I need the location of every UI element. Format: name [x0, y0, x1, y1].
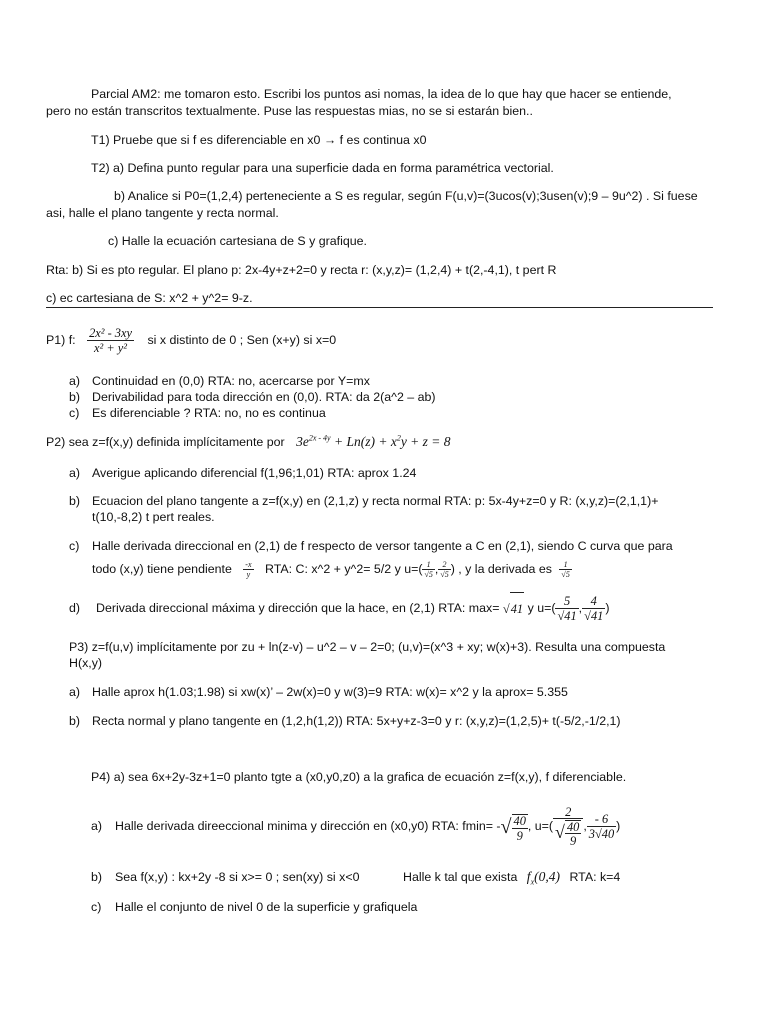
section-divider — [46, 307, 713, 308]
fmin-radicand — [512, 814, 528, 842]
p1-item-c: Es diferenciable ? RTA: no, no es continua — [92, 406, 326, 420]
p3-line-1: P3) z=f(u,v) implícitamente por zu + ln(z-v) – u^2 – v – 2=0; (u,v)=(x^3 + xy; w(x)+3). Resulta una compuesta — [69, 640, 666, 654]
p4-a-text: Halle derivada direeccional minima y dirección en (x0,y0) RTA: fmin= - — [115, 819, 501, 833]
sqrt-sign-icon: √ — [557, 608, 565, 623]
fmin-radicand-denominator: 9 — [512, 828, 528, 842]
d-u2-numerator: 4 — [590, 594, 597, 609]
p4-u1-denominator — [553, 818, 583, 848]
slope-fraction — [243, 561, 253, 579]
p4-a-u-pre: , u=( — [527, 819, 554, 833]
p4-u1-radicand-denominator: 9 — [565, 833, 581, 847]
p2-a-text: Averigue aplicando diferencial f(1,96;1,01) RTA: aprox 1.24 — [92, 466, 417, 480]
p2-eq-post: y + z = 8 — [400, 434, 451, 449]
p4-a-mark: a) — [91, 819, 103, 833]
p4-u1-radicand-numerator: 40 — [566, 820, 580, 835]
t2c-line: c) Halle la ecuación cartesiana de S y grafique. — [108, 234, 367, 248]
p1-fraction — [87, 327, 134, 354]
derivative-fraction — [559, 561, 571, 579]
d-u1-numerator: 5 — [563, 594, 571, 609]
d-u-close: ) — [605, 601, 610, 615]
p2-line — [46, 434, 451, 450]
max-sqrt — [503, 592, 524, 625]
p2-c-line-2 — [92, 558, 572, 580]
p1-item-b: Derivabilidad para toda dirección en (0,0). RTA: da 2(a^2 – ab) — [92, 390, 436, 404]
p1-item-a: Continuidad en (0,0) RTA: no, acercarse por Y=mx — [92, 374, 370, 388]
p4-c-mark: c) — [91, 900, 102, 914]
partial-fx — [526, 869, 560, 887]
p4-u1-numerator: 2 — [565, 804, 572, 819]
p4-b-question: Halle k tal que exista — [403, 870, 518, 884]
t2b-line-2: asi, halle el plano tangente y recta normal. — [46, 206, 279, 220]
p3-b-mark: b) — [69, 714, 81, 728]
fmin-radicand-numerator: 40 — [513, 814, 526, 829]
p2-eq-mid: + Ln(z) + x — [330, 434, 397, 449]
t1-text-a: T1) Pruebe que si f es diferenciable en x0 — [91, 133, 321, 147]
u1-denominator: √5 — [424, 569, 433, 579]
d-u-separator: , — [578, 601, 583, 615]
p1-lead: P1) f: — [46, 333, 76, 347]
sqrt-sign-icon: √ — [584, 608, 591, 623]
u2-fraction — [438, 561, 450, 579]
d-u2-fraction — [582, 595, 605, 622]
p4-b-answer: RTA: k=4 — [569, 870, 621, 884]
d-u1-fraction — [555, 595, 578, 622]
p1-item-c-mark: c) — [69, 406, 80, 420]
p4-u2-numerator: - 6 — [594, 812, 609, 827]
p2-eq-pre: 3e — [296, 434, 309, 449]
p2-c-text-a: todo (x,y) tiene pendiente — [92, 562, 232, 576]
p2-c-text-b: RTA: C: x^2 + y^2= 5/2 y u=( — [264, 562, 423, 576]
p4-u-separator: , — [583, 819, 587, 833]
p2-d-text: Derivada direccional máxima y dirección que la hace, en (2,1) RTA: max= — [96, 601, 500, 615]
theory-answer-c: c) ec cartesiana de S: x^2 + y^2= 9-z. — [46, 291, 253, 305]
p2-d-u-pre: y u=( — [527, 601, 556, 615]
p2-d-mark: d) — [69, 601, 81, 615]
p4-b-text-1: Sea f(x,y) : kx+2y -8 si x>= 0 ; sen(xy) si x<0 — [115, 870, 360, 884]
u1-numerator: 1 — [426, 559, 431, 569]
u1-fraction — [422, 561, 434, 579]
p4-b-text-2 — [403, 869, 620, 891]
p4-u1-radicand — [565, 820, 581, 848]
p4-u2-denominator: 3√40 — [588, 826, 615, 841]
sqrt-sign-icon: √ — [500, 815, 512, 838]
p1-item-b-mark: b) — [69, 390, 81, 404]
t2a-line: T2) a) Defina punto regular para una superficie dada en forma paramétrica vectorial. — [91, 161, 554, 175]
p1-fraction-denominator: x² + y² — [87, 340, 134, 354]
fx-subscript: x — [530, 877, 535, 887]
p2-c-mark: c) — [69, 539, 80, 553]
p2-b-mark: b) — [69, 494, 81, 508]
fx-symbol: f — [526, 869, 531, 884]
p2-equation — [296, 434, 450, 449]
u2-denominator: √5 — [440, 569, 449, 579]
p2-b-line-2: t(10,-8,2) t pert reales. — [92, 510, 215, 524]
t2b-line-1: b) Analice si P0=(1,2,4) perteneciente a S es regular, según F(u,v)=(3ucos(v);3usen(v);9 – 9u^2) . Si fuese — [114, 189, 698, 203]
t1-line — [91, 132, 426, 148]
p2-c-line-1: Halle derivada direccional en (2,1) de f respecto de versor tangente a C en (2,1), siendo C curva que para — [92, 539, 673, 553]
p1-item-a-mark: a) — [69, 374, 81, 388]
fx-argument: (0,4) — [534, 869, 560, 884]
d-u1-radicand: 41 — [564, 608, 577, 623]
theory-answer-b: Rta: b) Si es pto regular. El plano p: 2x-4y+z+2=0 y recta r: (x,y,z)= (1,2,4) + t(2,-4,1), t pert R — [46, 263, 557, 277]
p2-c-text-c: ) , y la derivada es — [450, 562, 552, 576]
t1-text-b: f es continua x0 — [339, 133, 427, 147]
implies-arrow-icon: → — [323, 133, 337, 147]
p3-a-mark: a) — [69, 685, 81, 699]
p3-a-text: Halle aprox h(1.03;1.98) si xw(x)’ – 2w(x)=0 y w(3)=9 RTA: w(x)= x^2 y la aprox= 5.355 — [92, 685, 568, 699]
slope-denominator: y — [243, 569, 253, 579]
d-u2-denominator — [582, 608, 605, 622]
u-separator: , — [434, 562, 439, 576]
p2-d-line — [96, 592, 609, 625]
derivative-denominator: √5 — [561, 569, 570, 579]
sqrt-sign-icon: √ — [555, 822, 565, 843]
p2-eq-square: 2 — [396, 433, 401, 443]
d-u2-radicand: 41 — [590, 608, 604, 623]
fmin-sqrt — [501, 799, 528, 855]
intro-line-2: pero no están transcritos textualmente. Puse las respuestas mias, no se si estarán bien.. — [46, 104, 533, 118]
p2-lead: P2) sea z=f(x,y) definida implícitamente por — [46, 435, 285, 449]
d-u1-denominator — [555, 608, 578, 622]
p4-lead: P4) a) sea 6x+2y-3z+1=0 planto tgte a (x0,y0,z0) a la grafica de ecuación z=f(x,y), f diferenciable. — [91, 770, 627, 784]
u2-numerator: 2 — [442, 559, 447, 569]
p3-line-2: H(x,y) — [69, 656, 103, 670]
p3-b-text: Recta normal y plano tangente en (1,2,h(1,2)) RTA: 5x+y+z-3=0 y r: (x,y,z)=(1,2,5)+ t(-5/2,-1/2,1) — [92, 714, 621, 728]
p4-b-mark: b) — [91, 870, 103, 884]
p4-a-line — [115, 798, 620, 855]
slope-numerator: -x — [245, 559, 252, 569]
p1-line — [46, 324, 336, 356]
max-radicand: 41 — [510, 592, 524, 625]
sqrt-sign-icon: √ — [502, 602, 510, 617]
p1-fraction-numerator: 2x² - 3xy — [89, 326, 132, 341]
intro-line-1: Parcial AM2: me tomaron esto. Escribi los puntos asi nomas, la idea de lo que hay que hacer se entiende, — [91, 87, 672, 101]
p1-tail: si x distinto de 0 ; Sen (x+y) si x=0 — [147, 333, 337, 347]
p4-u-close: ) — [616, 819, 621, 833]
p2-eq-exponent: 2x - 4y — [308, 433, 331, 443]
p2-b-line-1: Ecuacion del plano tangente a z=f(x,y) en (2,1,z) y recta normal RTA: p: 5x-4y+z=0 y R: (x,y,z)=(2,1,1)+ — [92, 494, 659, 508]
p4-c-text: Halle el conjunto de nivel 0 de la superficie y grafiquela — [115, 900, 418, 914]
derivative-numerator: 1 — [563, 559, 568, 569]
p4-u2-fraction — [587, 813, 616, 840]
p4-u1-fraction — [553, 806, 583, 848]
p2-a-mark: a) — [69, 466, 81, 480]
